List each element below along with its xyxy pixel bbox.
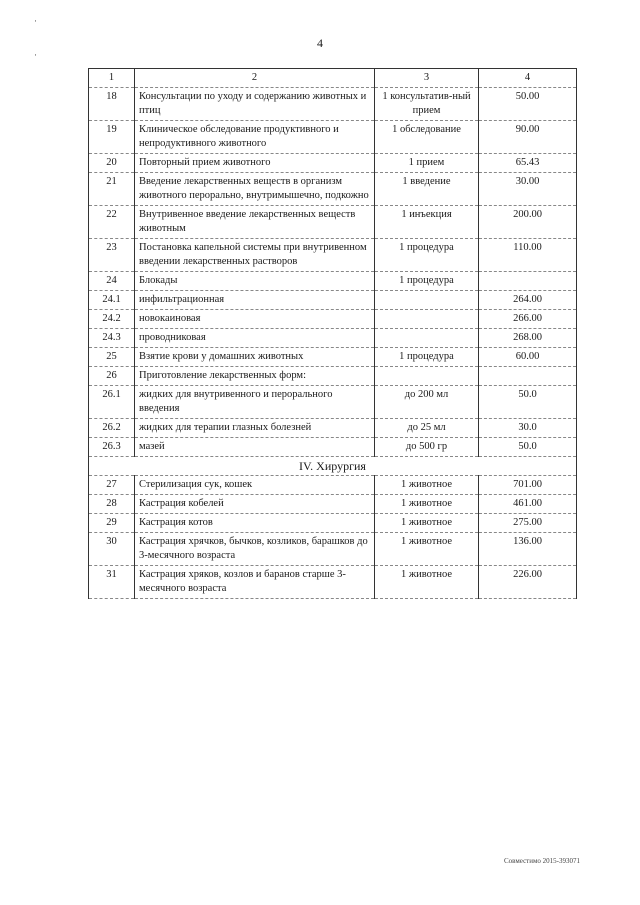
service-unit: до 25 мл (375, 419, 479, 438)
service-price (479, 367, 577, 386)
service-price: 701.00 (479, 476, 577, 495)
row-number: 24.2 (89, 310, 135, 329)
service-unit: 1 процедура (375, 239, 479, 272)
service-unit: 1 обследование (375, 121, 479, 154)
service-name: Клиническое обследование продуктивного и непродуктивного животного (135, 121, 375, 154)
service-unit: 1 процедура (375, 272, 479, 291)
row-number: 20 (89, 154, 135, 173)
row-number: 23 (89, 239, 135, 272)
table-row (89, 476, 577, 495)
service-name: жидких для терапии глазных болезней (135, 419, 375, 438)
page-number: 4 (317, 36, 323, 50)
table-row (89, 329, 577, 348)
table-row (89, 154, 577, 173)
column-header: 2 (135, 69, 375, 88)
service-price: 90.00 (479, 121, 577, 154)
row-number: 24 (89, 272, 135, 291)
service-name: Введение лекарственных веществ в организм животного перорально, внутримышечно, подкожно (135, 173, 375, 206)
service-unit: 1 прием (375, 154, 479, 173)
row-number: 28 (89, 495, 135, 514)
table-row (89, 386, 577, 419)
row-number: 26.2 (89, 419, 135, 438)
service-price: 60.00 (479, 348, 577, 367)
service-unit (375, 310, 479, 329)
service-name: Внутривенное введение лекарственных веществ животным (135, 206, 375, 239)
footer-code: Совместимо 2015-393071 (504, 857, 580, 865)
table-row (89, 348, 577, 367)
service-name: проводниковая (135, 329, 375, 348)
row-number: 24.1 (89, 291, 135, 310)
service-name: Кастрация котов (135, 514, 375, 533)
table-row (89, 88, 577, 121)
section-row (89, 457, 577, 476)
row-number: 27 (89, 476, 135, 495)
service-name: Постановка капельной системы при внутривенном введении лекарственных растворов (135, 239, 375, 272)
section-title: IV. Хирургия (89, 457, 577, 476)
service-name: Кастрация кобелей (135, 495, 375, 514)
price-table (88, 68, 577, 599)
service-name: мазей (135, 438, 375, 457)
service-unit (375, 291, 479, 310)
service-price: 136.00 (479, 533, 577, 566)
service-name: Приготовление лекарственных форм: (135, 367, 375, 386)
service-name: Повторный прием животного (135, 154, 375, 173)
column-header: 3 (375, 69, 479, 88)
service-price: 50.0 (479, 386, 577, 419)
service-price: 264.00 (479, 291, 577, 310)
service-price: 268.00 (479, 329, 577, 348)
service-name: Кастрация хряков, козлов и баранов старше 3-месячного возраста (135, 566, 375, 599)
table-row (89, 495, 577, 514)
table-row (89, 438, 577, 457)
row-number: 22 (89, 206, 135, 239)
service-name: новокаиновая (135, 310, 375, 329)
service-price: 275.00 (479, 514, 577, 533)
service-unit: 1 процедура (375, 348, 479, 367)
row-number: 19 (89, 121, 135, 154)
table-row (89, 239, 577, 272)
service-name: Стерилизация сук, кошек (135, 476, 375, 495)
service-unit: 1 введение (375, 173, 479, 206)
row-number: 30 (89, 533, 135, 566)
table-row (89, 533, 577, 566)
service-price: 50.00 (479, 88, 577, 121)
service-name: Блокады (135, 272, 375, 291)
service-price: 65.43 (479, 154, 577, 173)
service-price: 226.00 (479, 566, 577, 599)
table-row (89, 291, 577, 310)
table-row (89, 566, 577, 599)
row-number: 26.1 (89, 386, 135, 419)
row-number: 18 (89, 88, 135, 121)
service-price: 110.00 (479, 239, 577, 272)
service-price (479, 272, 577, 291)
service-name: инфильтрационная (135, 291, 375, 310)
table-row (89, 310, 577, 329)
table-row (89, 206, 577, 239)
service-name: Взятие крови у домашних животных (135, 348, 375, 367)
service-unit: 1 животное (375, 533, 479, 566)
service-name: Консультации по уходу и содержанию животных и птиц (135, 88, 375, 121)
service-unit: 1 животное (375, 495, 479, 514)
service-unit: до 200 мл (375, 386, 479, 419)
row-number: 21 (89, 173, 135, 206)
table-header-row (89, 69, 577, 88)
service-unit: 1 животное (375, 566, 479, 599)
service-unit: до 500 гр (375, 438, 479, 457)
row-number: 29 (89, 514, 135, 533)
service-name: жидких для внутривенного и перорального введения (135, 386, 375, 419)
service-price: 30.00 (479, 173, 577, 206)
table-row (89, 272, 577, 291)
service-unit: 1 консультатив-ный прием (375, 88, 479, 121)
service-price: 461.00 (479, 495, 577, 514)
service-price: 30.0 (479, 419, 577, 438)
scan-mark: · (34, 16, 37, 26)
service-unit: 1 инъекция (375, 206, 479, 239)
table-row (89, 173, 577, 206)
table-row (89, 121, 577, 154)
service-name: Кастрация хрячков, бычков, козликов, барашков до 3-месячного возраста (135, 533, 375, 566)
service-price: 266.00 (479, 310, 577, 329)
service-price: 50.0 (479, 438, 577, 457)
column-header: 4 (479, 69, 577, 88)
row-number: 31 (89, 566, 135, 599)
column-header: 1 (89, 69, 135, 88)
service-unit: 1 животное (375, 476, 479, 495)
row-number: 26.3 (89, 438, 135, 457)
table-row (89, 419, 577, 438)
service-unit (375, 329, 479, 348)
scan-mark: · (34, 50, 37, 60)
row-number: 26 (89, 367, 135, 386)
table-row (89, 514, 577, 533)
row-number: 25 (89, 348, 135, 367)
row-number: 24.3 (89, 329, 135, 348)
service-unit (375, 367, 479, 386)
service-price: 200.00 (479, 206, 577, 239)
service-unit: 1 животное (375, 514, 479, 533)
table-row (89, 367, 577, 386)
